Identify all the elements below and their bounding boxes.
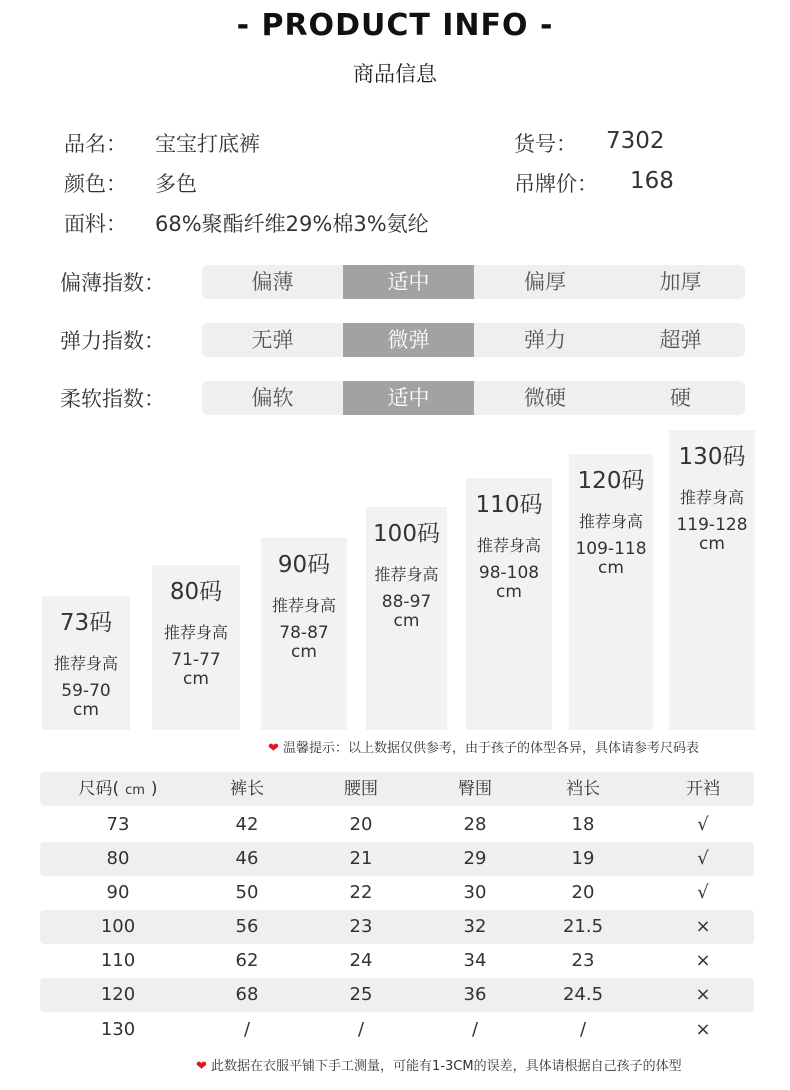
height-range: 119-128 — [676, 515, 748, 535]
heart-icon: ❤ — [196, 1059, 207, 1074]
price-value: 168 — [630, 168, 674, 194]
header-cell: 裤长 — [230, 779, 264, 799]
table-cell: 73 — [106, 814, 130, 835]
table-row — [40, 944, 754, 978]
table-cell: √ — [697, 882, 709, 903]
height-range: 109-118 — [575, 539, 647, 559]
table-cell: / — [357, 1019, 365, 1040]
table-cell: 23 — [349, 916, 373, 937]
height-range: 71-77 — [171, 650, 221, 670]
size-card — [569, 454, 653, 730]
table-cell: 19 — [571, 848, 595, 869]
size-card — [261, 538, 347, 730]
table-cell: 68 — [235, 984, 259, 1005]
recommended-height-label: 推荐身高 — [578, 512, 643, 531]
table-cell: 100 — [100, 916, 136, 937]
page-title: - PRODUCT INFO - — [236, 8, 554, 43]
table-cell: 24 — [349, 950, 373, 971]
color-value: 多色 — [155, 172, 197, 196]
height-unit: cm — [73, 700, 99, 720]
heart-icon: ❤ — [268, 741, 279, 756]
table-row — [40, 978, 754, 1012]
tip-note — [268, 737, 699, 756]
measure-note — [196, 1055, 682, 1074]
header-cell: 开裆 — [686, 779, 720, 799]
scale-option: 偏软 — [251, 386, 294, 410]
header-cell: 腰围 — [344, 779, 378, 799]
table-cell: 46 — [235, 848, 259, 869]
header-size-unit: cm — [125, 783, 145, 798]
table-cell: 50 — [235, 882, 259, 903]
table-row — [40, 876, 754, 910]
name-label: 品名： — [64, 132, 127, 156]
size-card — [669, 430, 755, 730]
scale-option: 适中 — [343, 381, 474, 415]
size-card — [466, 478, 552, 730]
scale-label: 柔软指数： — [60, 387, 165, 411]
table-cell: 130 — [100, 1019, 136, 1040]
tip-text: 温馨提示：以上数据仅供参考，由于孩子的体型各异，具体请参考尺码表 — [283, 741, 700, 756]
table-cell: √ — [697, 848, 709, 869]
height-unit: cm — [291, 642, 317, 662]
height-range: 98-108 — [478, 563, 540, 583]
recommended-height-label: 推荐身高 — [476, 536, 541, 555]
table-cell: / — [471, 1019, 479, 1040]
measure-text: 此数据在衣服平铺下手工测量，可能有1-3CM的误差，具体请根据自己孩子的体型 — [211, 1059, 682, 1074]
table-cell: 28 — [463, 814, 487, 835]
recommended-height-label: 推荐身高 — [679, 488, 744, 507]
height-range: 59-70 — [61, 681, 111, 701]
table-cell: 20 — [349, 814, 373, 835]
table-cell: 62 — [235, 950, 259, 971]
table-cell: × — [695, 984, 711, 1005]
scale-option: 超弹 — [659, 328, 702, 352]
table-header — [40, 772, 754, 806]
table-row — [40, 808, 754, 842]
table-cell: × — [695, 916, 711, 937]
height-unit: cm — [183, 669, 209, 689]
size-code: 130码 — [678, 444, 746, 470]
table-cell: 24.5 — [562, 984, 604, 1005]
size-code: 80码 — [169, 579, 223, 605]
item-label: 货号： — [514, 132, 577, 156]
scale-option: 微硬 — [524, 386, 566, 410]
color-label: 颜色： — [64, 172, 127, 196]
scale-option: 偏薄 — [251, 270, 294, 294]
height-unit: cm — [598, 558, 624, 578]
table-cell: / — [243, 1019, 251, 1040]
height-range: 78-87 — [279, 623, 329, 643]
size-code: 100码 — [373, 521, 440, 547]
header-cell: 裆长 — [566, 779, 600, 799]
height-unit: cm — [496, 582, 522, 602]
scale-option: 偏厚 — [524, 270, 566, 294]
header-size-close: ) — [150, 779, 158, 799]
scale-option: 硬 — [670, 386, 691, 410]
table-cell: × — [695, 950, 711, 971]
item-value: 7302 — [606, 128, 665, 154]
header-size-text: 尺码( — [78, 779, 120, 799]
name-value: 宝宝打底裤 — [155, 132, 260, 156]
size-card — [42, 596, 130, 730]
table-cell: 30 — [463, 882, 487, 903]
table-cell: √ — [697, 814, 709, 835]
fabric-value: 68%聚酯纤维29%棉3%氨纶 — [155, 212, 429, 236]
table-cell: 80 — [106, 848, 130, 869]
recommended-height-label: 推荐身高 — [271, 596, 336, 615]
size-card — [366, 507, 447, 730]
scale-label: 偏薄指数： — [60, 271, 165, 295]
scale-bar — [202, 265, 745, 299]
height-unit: cm — [393, 611, 420, 631]
table-cell: 36 — [463, 984, 487, 1005]
scale-option: 微弹 — [343, 323, 474, 357]
fabric-label: 面料： — [64, 212, 127, 236]
height-range: 88-97 — [381, 592, 432, 612]
table-cell: 32 — [463, 916, 487, 937]
scale-option: 弹力 — [524, 328, 566, 352]
table-cell: 42 — [235, 814, 259, 835]
size-code: 73码 — [59, 610, 113, 636]
table-cell: 120 — [100, 984, 136, 1005]
size-code: 90码 — [277, 552, 331, 578]
table-cell: 20 — [571, 882, 595, 903]
scale-option: 无弹 — [251, 328, 294, 352]
scale-label: 弹力指数： — [60, 329, 165, 353]
price-label: 吊牌价： — [514, 172, 598, 196]
table-cell: 21.5 — [562, 916, 604, 937]
table-cell: 90 — [106, 882, 130, 903]
table-cell: 21 — [349, 848, 373, 869]
table-cell: 25 — [349, 984, 373, 1005]
table-row — [40, 910, 754, 944]
table-row — [40, 842, 754, 876]
table-cell: 56 — [235, 916, 259, 937]
height-unit: cm — [699, 534, 725, 554]
table-cell: 29 — [463, 848, 487, 869]
table-cell: 23 — [571, 950, 595, 971]
recommended-height-label: 推荐身高 — [53, 654, 118, 673]
table-cell: / — [579, 1019, 587, 1040]
scale-bar — [202, 323, 745, 357]
recommended-height-label: 推荐身高 — [163, 623, 228, 642]
header-cell: 臀围 — [458, 779, 492, 799]
scale-bar — [202, 381, 745, 415]
page-subtitle: 商品信息 — [353, 62, 437, 86]
table-cell: 18 — [571, 814, 595, 835]
size-card — [152, 565, 240, 730]
scale-option: 加厚 — [659, 270, 702, 294]
table-row — [40, 1013, 754, 1047]
table-cell: 34 — [463, 950, 487, 971]
table-cell: 110 — [100, 950, 136, 971]
size-code: 110码 — [475, 492, 543, 518]
recommended-height-label: 推荐身高 — [374, 565, 439, 584]
table-cell: × — [695, 1019, 711, 1040]
header-cell-size — [63, 772, 173, 806]
scale-option: 适中 — [343, 265, 474, 299]
table-cell: 22 — [349, 882, 373, 903]
size-code: 120码 — [577, 468, 645, 494]
